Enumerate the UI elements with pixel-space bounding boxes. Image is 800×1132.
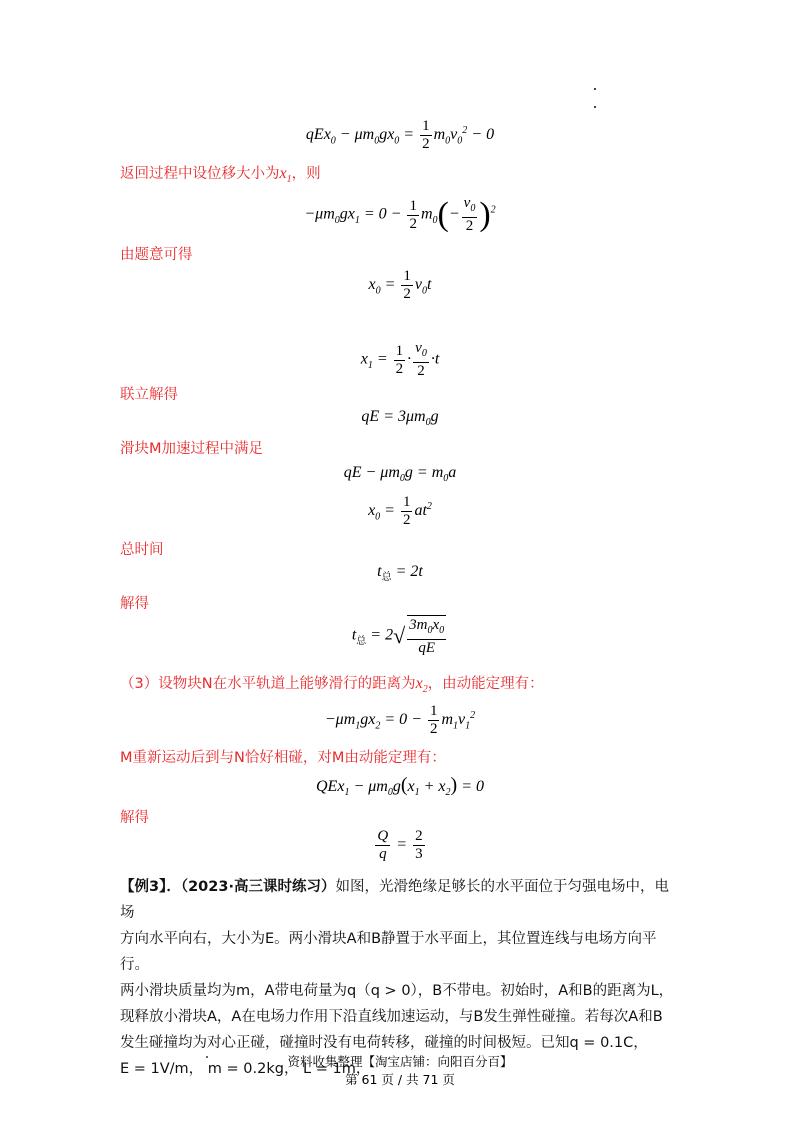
equation-t-total-result: $t_总 = 2√$ $\frac{3m_0x_0}{qE}$ [351,617,445,656]
example-3-line-5: 发生碰撞均为对心正碰，碰撞时没有电荷转移，碰撞的时间极短。已知q = 0.1C， [120,1035,648,1051]
text-combine: 联立解得 [120,387,178,403]
footer-page-number: 第 61 页 / 共 71 页 [345,1072,455,1087]
equation-qE: qE = $3\mu m_0g$ [361,408,439,429]
equation-energy-forward: $qEx_0 - \mu m_0gx_0$ = $\frac{1}{2}$ $m_0v_0^2 - 0$ [305,118,495,152]
equation-energy-return: $-\mu m_0gx_1 = 0$ − $\frac{1}{2}$ $m_0(-$ $\frac{v_0}{2}$ )$^2$ [304,195,496,234]
text-solve-2: 解得 [120,810,149,826]
speck [594,106,596,108]
equation-n-energy: $-\mu m_1gx_2 = 0$ − $\frac{1}{2}$ $m_1v_1^2$ [324,703,476,737]
equation-t-total: $t_总 = 2t$ [377,563,423,584]
text-part3: （3）设物块N在水平轨道上能够滑行的距离为$x_2$，由动能定理有： [120,675,544,695]
example-3-paragraph [120,874,680,1082]
example-3-line-1: 【例3】．（2023·高三课时练习）如图，光滑绝缘足够长的水平面位于匀强电场中，电场 [120,879,669,921]
text-total-time: 总时间 [120,542,164,558]
example-3-line-2: 方向水平向右，大小为E。两小滑块A和B静置于水平面上，其位置连线与电场方向平行。 [120,931,657,973]
equation-newton: qE − $\mu m_0g = m_0a$ [343,464,457,485]
example-3-line-6: E = 1V/m， m = 0.2kg， L = 1m， [120,1061,371,1077]
example-3-line-4: 现释放小滑块A，A在电场力作用下沿直线加速运动，与B发生弹性碰撞。若每次A和B [120,1009,663,1025]
text-slider-accel: 滑块M加速过程中满足 [120,441,264,457]
equation-x1: $x_1$ = $\frac{1}{2}$ · $\frac{v_0}{2}$ ·t [360,340,440,379]
text-m-restart: M重新运动后到与N恰好相碰，对M由动能定理有： [120,750,446,766]
equation-x0-accel: $x_0$ = $\frac{1}{2}$ $at^2$ [368,494,432,528]
equation-m-energy: $QEx_1 - \mu m_0g(x_1 + x_2) = 0$ [316,774,484,799]
example-3-line-3: 两小滑块质量均为m，A带电荷量为q（q > 0），B不带电。初始时，A和B的距离为L， [120,983,674,999]
speck [594,88,596,90]
equation-ratio: $\frac{Q}{q}$ = $\frac{2}{3}$ [377,828,423,862]
example-3-label: 【例3】．（2023·高三课时练习） [120,879,336,895]
text-return-process: 返回过程中设位移大小为$x_1$，则 [120,165,321,185]
text-solve-1: 解得 [120,596,149,612]
equation-x0: $x_0$ = $\frac{1}{2}$ $v_0t$ [368,268,432,302]
text-by-problem: 由题意可得 [120,247,193,263]
footer-source: 资料收集整理【淘宝店铺：向阳百分百】 [287,1054,513,1069]
